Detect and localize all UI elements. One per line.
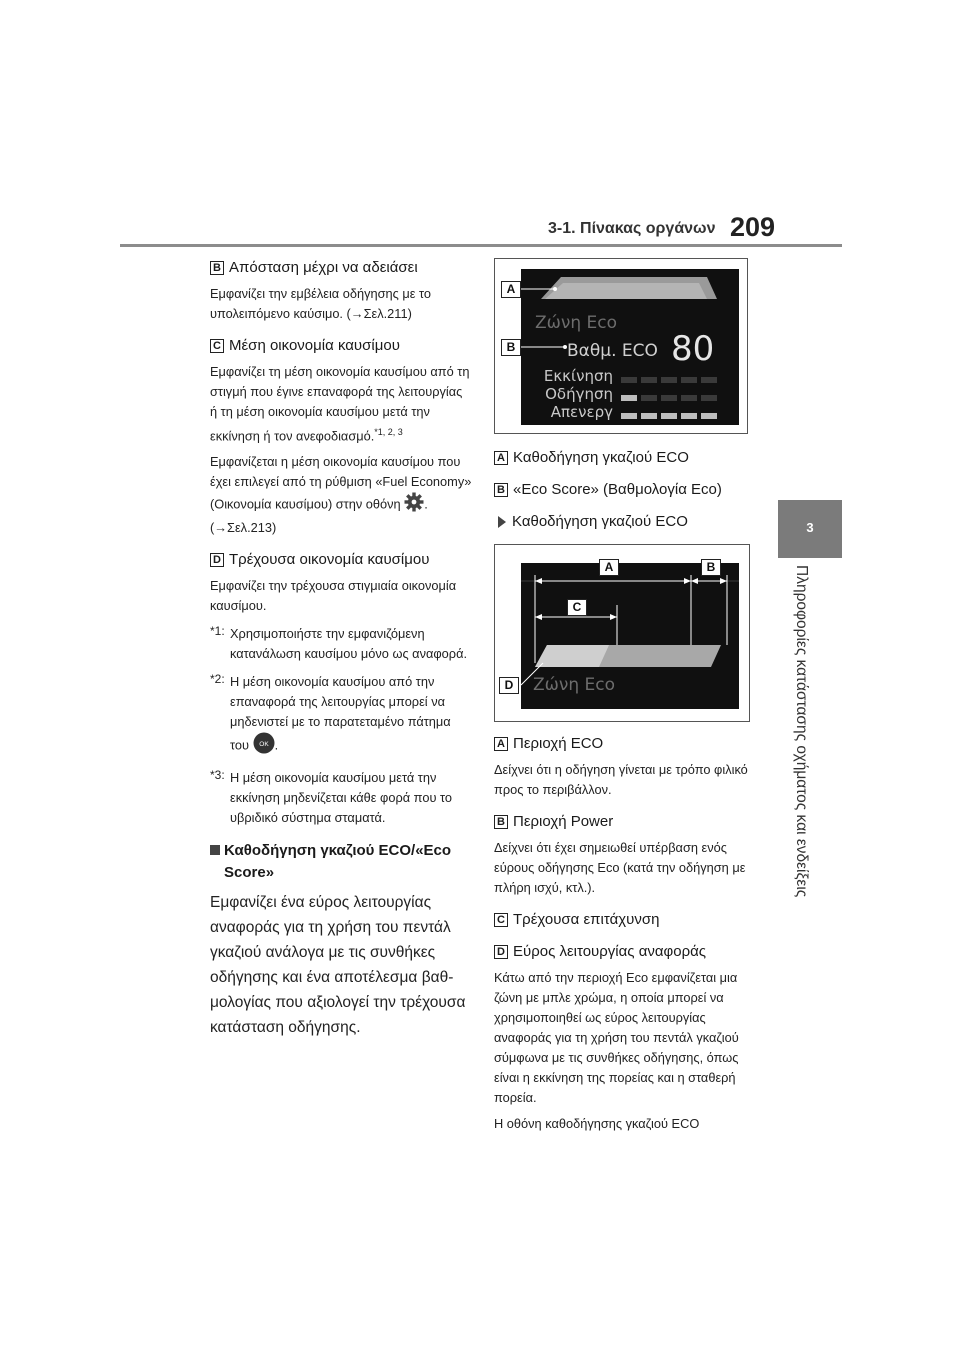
eco-score-figure [494, 258, 748, 434]
badge-b: B [494, 815, 508, 829]
arrow-head [684, 578, 691, 584]
item-d-title: Τρέχουσα οικονομία καυσίμου [229, 551, 430, 569]
square-bullet-icon [210, 845, 220, 855]
ok-button-icon [253, 732, 275, 760]
eco-score-label: Βαθμ. ECO [567, 341, 658, 361]
eco-guide-subheading [210, 840, 472, 884]
gear-icon [404, 492, 424, 518]
item-c-desc2 [210, 452, 472, 538]
figure1-label-a: A [501, 281, 521, 298]
footnote-1 [210, 624, 472, 664]
area-c-heading [494, 910, 752, 930]
row-drive-label: Οδήγηση [545, 385, 613, 403]
item-b-title: Απόσταση μέχρι να αδειάσει [229, 259, 418, 276]
figure2-label-b: B [701, 559, 721, 576]
area-d-desc2: Η οθόνη καθοδήγησης γκαζιού ECO [494, 1116, 700, 1131]
arrow-head [610, 614, 617, 620]
item-c-desc [210, 362, 472, 446]
area-d-desc: Κάτω από την περιοχή Eco εμφανίζεται μια ζώνη με μπλε χρώμα, η οποία μπορεί να χρησιμοποιηθεί ως εύρος λειτουργίας αναφοράς για τη χρήση του πεντάλ γκαζιού σύμφωνα με τις συνθήκες οδήγησης, όπως είναι η εκκίνηση της πορείας και η σταθερή πορεία. [494, 970, 739, 1105]
area-c-title: Τρέχουσα επιτάχυνση [513, 911, 660, 928]
item-b-heading [210, 258, 472, 278]
footnote-1-text: Χρησιμοποιήστε την εμφανιζόμενη κατανάλωση καυσίμου μόνο ως αναφορά. [230, 626, 468, 662]
figure1-leaders [495, 259, 749, 435]
chapter-tab [778, 500, 842, 558]
figure1-label-b: B [501, 339, 521, 356]
item-c-desc2-b: . (→Σελ.213) [210, 496, 428, 536]
item-c-footnote-ref: *1, 2, 3 [374, 427, 403, 437]
badge-d: D [494, 945, 508, 959]
footnote-2-end: . [274, 737, 279, 753]
item-d-desc: Εμφανίζει την τρέχουσα στιγμιαία οικονομία καυσίμου. [210, 578, 457, 614]
item-b-desc: Εμφανίζει την εμβέλεια οδήγησης με το υπολειπόμενο καύσιμο. (→Σελ.211) [210, 286, 431, 321]
badge-d: D [210, 553, 224, 567]
footnote-3-text: Η μέση οικονομία καυσίμου μετά την εκκίνηση μηδενίζεται κάθε φορά που το υβριδικό σύστημα σταματά. [230, 770, 452, 826]
chapter-number: 3 [806, 520, 814, 535]
arrow-head [535, 614, 542, 620]
footnote-2-mark: *2: [210, 672, 225, 687]
figure2-label-d: D [499, 677, 519, 694]
eco-guide-figure [494, 544, 750, 722]
badge-a: A [494, 451, 508, 465]
right-item-a-title: Καθοδήγηση γκαζιού ECO [513, 449, 689, 466]
left-column [210, 258, 472, 1040]
eco-guide-arrow-text: Καθοδήγηση γκαζιού ECO [512, 513, 688, 530]
row-start-label: Εκκίνηση [543, 367, 613, 385]
footnote-2 [210, 672, 472, 760]
eco-score-value: 80 [671, 329, 715, 369]
badge-b: B [494, 483, 508, 497]
footnote-2-text: Η μέση οικονομία καυσίμου από την επαναφορά της λειτουργίας μπορεί να μηδενιστεί με το παρατεταμένο πάτημα του [230, 674, 451, 753]
right-column [494, 258, 752, 1134]
figure2-label-a: A [599, 559, 619, 576]
area-d-title: Εύρος λειτουργίας αναφοράς [513, 943, 707, 960]
leader-dot-b [563, 345, 567, 349]
area-b-title: Περιοχή Power [513, 813, 614, 830]
leader-dot-a [553, 287, 557, 291]
arrow-head [535, 578, 542, 584]
item-c-title: Μέση οικονομία καυσίμου [229, 337, 400, 354]
header-divider [120, 244, 842, 247]
right-item-a-heading [494, 448, 752, 468]
eco-guide-body: Εμφανίζει ένα εύρος λειτουργίας αναφοράς για τη χρήση του πεντάλ γκαζιού ανάλογα με τις συνθήκες οδήγησης και ένα αποτέλεσμα βαθμολογίας που αξιολογεί την τρέχουσα κατάσταση οδήγησης. [210, 894, 466, 1037]
leader-line-d [521, 663, 543, 685]
item-d-heading [210, 550, 472, 570]
footnote-3-mark: *3: [210, 768, 225, 783]
row-off-label: Απενεργ [550, 403, 613, 421]
area-a-heading [494, 734, 752, 754]
figure2-label-c: C [567, 599, 587, 616]
footnote-3 [210, 768, 472, 828]
guide-eco-zone-label: Ζώνη Eco [533, 675, 616, 695]
area-b-desc: Δείχνει ότι έχει σημειωθεί υπέρβαση ενός εύρους οδήγησης Eco (κατά την οδήγηση με πλήρη ισχύ, κτλ.). [494, 840, 746, 895]
area-a-desc: Δείχνει ότι η οδήγηση γίνεται με τρόπο φιλικό προς το περιβάλλον. [494, 762, 748, 797]
badge-b: B [210, 261, 224, 275]
footnote-1-mark: *1: [210, 624, 225, 639]
area-d-heading [494, 942, 752, 962]
right-item-b-heading [494, 480, 752, 500]
badge-c: C [494, 913, 508, 927]
page-header [0, 0, 960, 250]
area-a-title: Περιοχή ECO [513, 735, 604, 752]
eco-guide-arrow-heading [494, 512, 752, 532]
right-item-b-title: «Eco Score» (Βαθμολογία Eco) [513, 481, 722, 498]
eco-zone-label: Ζώνη Eco [535, 313, 618, 333]
section-title: 3-1. Πίνακας οργάνων [548, 220, 716, 237]
area-b-heading [494, 812, 752, 832]
chapter-title: Πληροφορίες κατάστασης οχήματος και ενδείξεις [793, 565, 810, 898]
eco-guide-subheading-text: Καθοδήγηση γκαζιού ECO/«Eco Score» [224, 842, 452, 882]
item-c-heading [210, 336, 472, 356]
badge-c: C [210, 339, 224, 353]
arrow-head [691, 578, 698, 584]
item-c-desc-text: Εμφανίζει τη μέση οικονομία καυσίμου από τη στιγμή που έγινε επαναφορά της λειτουργίας ή τη μέση οικονομία καυσίμου μετά την εκκίνηση ή τον ανεφοδιασμό. [210, 364, 470, 444]
ok-button-label: OK [258, 741, 269, 749]
badge-a: A [494, 737, 508, 751]
arrow-bullet-icon [498, 516, 506, 528]
page-number: 209 [730, 212, 776, 242]
arrow-head [720, 578, 727, 584]
item-c-desc2-a: Εμφανίζεται η μέση οικονομία καυσίμου που έχει επιλεγεί από τη ρύθμιση «Fuel Economy» (Οικονομία καυσίμου) στην οθόνη [210, 454, 472, 512]
